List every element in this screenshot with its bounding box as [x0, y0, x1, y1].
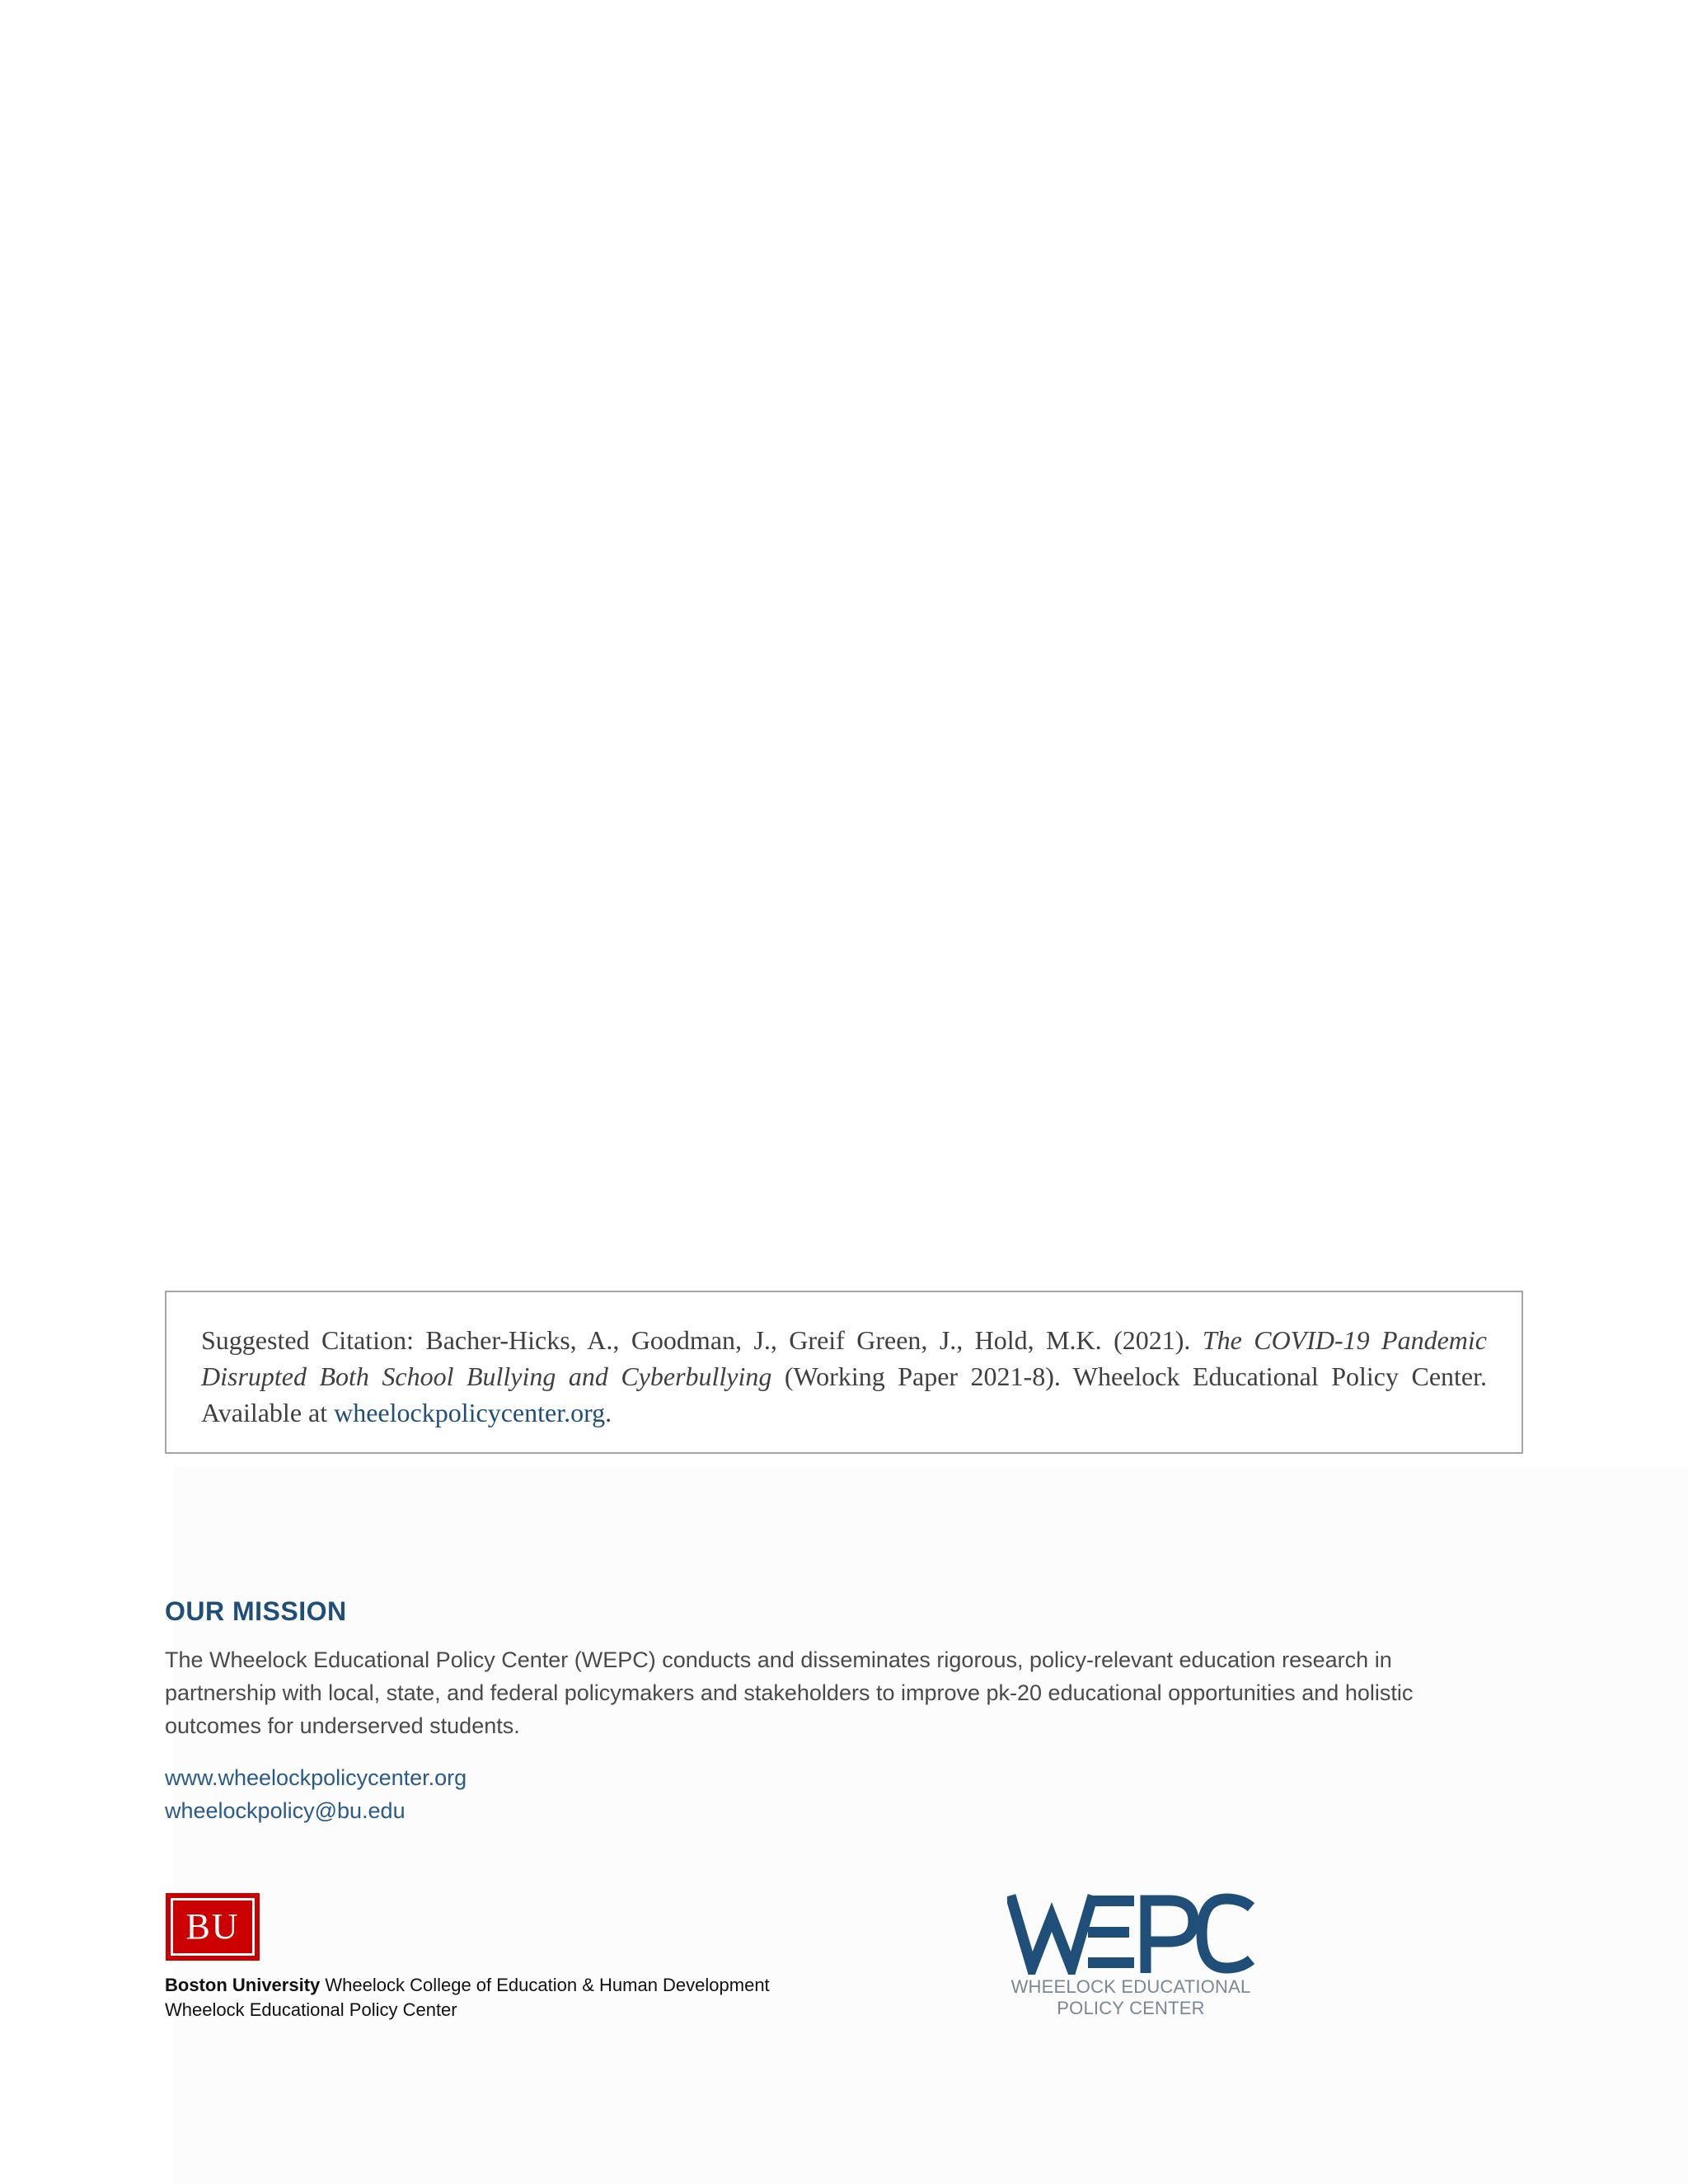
citation-suffix: .: [605, 1398, 612, 1427]
wepc-logo-subtitle: [1007, 1976, 1254, 2019]
bu-caption: [165, 1973, 770, 2022]
citation-prefix: Suggested Citation: Bacher-Hicks, A., Goodman, J., Greif Green, J., Hold, M.K. (2021).: [201, 1325, 1203, 1355]
website-link[interactable]: www.wheelockpolicycenter.org: [165, 1765, 467, 1790]
bu-logo-frame: [171, 1898, 255, 1956]
bu-logo-text: BU: [185, 1906, 240, 1947]
email-link[interactable]: wheelockpolicy@bu.edu: [165, 1798, 406, 1823]
wepc-logo-mark: [1007, 1892, 1254, 1975]
page-background-tint: [173, 1467, 1688, 2184]
wepc-sub-line1: WHEELOCK EDUCATIONAL: [1010, 1976, 1251, 1997]
citation-title: The COVID-19 Pandemic Disrupted Both School Bullying and Cyberbullying: [201, 1325, 1488, 1391]
citation-box: [165, 1291, 1523, 1454]
bu-caption-college: Wheelock College of Education & Human Development: [320, 1975, 770, 1995]
bu-caption-line1: [165, 1973, 770, 1998]
citation-middle: (Working Paper 2021-8). Wheelock Educational Policy Center. Available at: [201, 1361, 1488, 1427]
bu-logo: [166, 1893, 260, 1961]
mission-body: The Wheelock Educational Policy Center (WEPC) conducts and disseminates rigorous, policy-relevant education research in partnership with local, state, and federal policymakers and stakeholders to improve pk-20 educational opportunities and holistic outcomes for underserved students.: [165, 1647, 1414, 1738]
wepc-sub-line2: POLICY CENTER: [1057, 1998, 1205, 2018]
citation-text: [201, 1322, 1487, 1431]
citation-link[interactable]: wheelockpolicycenter.org: [334, 1398, 606, 1427]
bu-caption-line2: Wheelock Educational Policy Center: [165, 1999, 457, 2020]
mission-heading: OUR MISSION: [165, 1596, 347, 1626]
bu-caption-university: Boston University: [165, 1975, 321, 1995]
wepc-logo: [1007, 1892, 1254, 2024]
